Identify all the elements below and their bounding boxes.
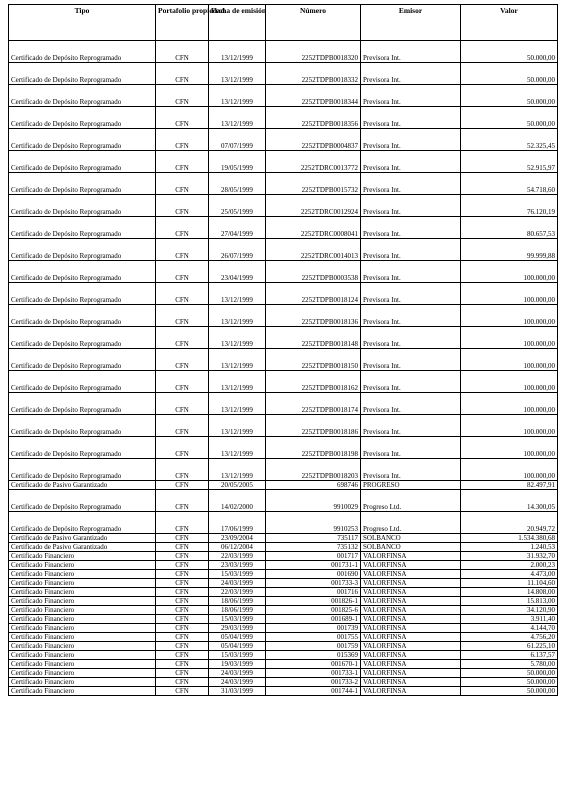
- cell-portafolio: CFN: [156, 41, 209, 63]
- table-row: [9, 415, 558, 437]
- cell-numero: 2252TDPB0018203: [266, 459, 361, 481]
- cell-emisor: Previsora Int.: [361, 437, 461, 459]
- cell-fecha: 07/07/1999: [209, 129, 266, 151]
- cell-portafolio: CFN: [156, 481, 209, 490]
- cell-emisor: VALORFINSA: [361, 606, 461, 615]
- cell-portafolio: CFN: [156, 678, 209, 687]
- cell-emisor: VALORFINSA: [361, 642, 461, 651]
- cell-emisor: Previsora Int.: [361, 459, 461, 481]
- cell-fecha: 15/03/1999: [209, 615, 266, 624]
- cell-emisor: Previsora Int.: [361, 107, 461, 129]
- cell-emisor: Previsora Int.: [361, 41, 461, 63]
- cell-portafolio: CFN: [156, 597, 209, 606]
- cell-numero: 015369: [266, 651, 361, 660]
- cell-numero: 001731-1: [266, 561, 361, 570]
- cell-tipo: Certificado Financiero: [9, 633, 156, 642]
- cell-emisor: SOLBANCO: [361, 543, 461, 552]
- table-row: [9, 660, 558, 669]
- table-row: [9, 107, 558, 129]
- cell-numero: 9910253: [266, 512, 361, 534]
- cell-portafolio: CFN: [156, 669, 209, 678]
- cell-portafolio: CFN: [156, 415, 209, 437]
- table-row: [9, 651, 558, 660]
- cell-portafolio: CFN: [156, 543, 209, 552]
- cell-fecha: 24/03/1999: [209, 579, 266, 588]
- cell-fecha: 24/03/1999: [209, 678, 266, 687]
- cell-fecha: 13/12/1999: [209, 371, 266, 393]
- cell-fecha: 06/12/2004: [209, 543, 266, 552]
- table-row: [9, 543, 558, 552]
- cell-fecha: 14/02/2000: [209, 490, 266, 512]
- cell-tipo: Certificado Financiero: [9, 552, 156, 561]
- table-row: [9, 534, 558, 543]
- cell-fecha: 18/06/1999: [209, 606, 266, 615]
- cell-emisor: Previsora Int.: [361, 217, 461, 239]
- table-row: [9, 481, 558, 490]
- cell-numero: 2252TDPB0003538: [266, 261, 361, 283]
- cell-fecha: 05/04/1999: [209, 642, 266, 651]
- cell-tipo: Certificado de Depósito Reprogramado: [9, 490, 156, 512]
- cell-tipo: Certificado Financiero: [9, 588, 156, 597]
- header-fecha: Fecha de emisión: [209, 5, 266, 41]
- header-emisor: Emisor: [361, 5, 461, 41]
- cell-numero: 001759: [266, 642, 361, 651]
- cell-numero: 2252TDPB0018148: [266, 327, 361, 349]
- cell-emisor: Previsora Int.: [361, 173, 461, 195]
- cell-emisor: Previsora Int.: [361, 195, 461, 217]
- cell-numero: 2252TDPB0018124: [266, 283, 361, 305]
- table-row: [9, 327, 558, 349]
- cell-emisor: Previsora Int.: [361, 129, 461, 151]
- cell-emisor: VALORFINSA: [361, 579, 461, 588]
- cell-portafolio: CFN: [156, 261, 209, 283]
- table-row: [9, 615, 558, 624]
- cell-numero: 2252TDPB0018320: [266, 41, 361, 63]
- cell-tipo: Certificado de Depósito Reprogramado: [9, 107, 156, 129]
- cell-tipo: Certificado Financiero: [9, 624, 156, 633]
- cell-valor: 52.325,45: [461, 129, 558, 151]
- cell-valor: 80.657,53: [461, 217, 558, 239]
- cell-valor: 11.104,60: [461, 579, 558, 588]
- cell-emisor: Previsora Int.: [361, 85, 461, 107]
- table-row: [9, 687, 558, 696]
- table-row: [9, 41, 558, 63]
- cell-valor: 34.120,90: [461, 606, 558, 615]
- cell-portafolio: CFN: [156, 371, 209, 393]
- cell-fecha: 17/06/1999: [209, 512, 266, 534]
- cell-valor: 5.780,00: [461, 660, 558, 669]
- cell-valor: 54.718,60: [461, 173, 558, 195]
- cell-tipo: Certificado de Depósito Reprogramado: [9, 239, 156, 261]
- cell-portafolio: CFN: [156, 534, 209, 543]
- table-row: [9, 129, 558, 151]
- cell-emisor: Previsora Int.: [361, 305, 461, 327]
- cell-portafolio: CFN: [156, 151, 209, 173]
- cell-numero: 001733-2: [266, 678, 361, 687]
- cell-numero: 735132: [266, 543, 361, 552]
- table-row: [9, 85, 558, 107]
- cell-numero: 001689-1: [266, 615, 361, 624]
- cell-fecha: 22/03/1999: [209, 552, 266, 561]
- cell-fecha: 13/12/1999: [209, 459, 266, 481]
- cell-portafolio: CFN: [156, 615, 209, 624]
- cell-emisor: Previsora Int.: [361, 261, 461, 283]
- cell-tipo: Certificado de Depósito Reprogramado: [9, 261, 156, 283]
- cell-fecha: 13/12/1999: [209, 349, 266, 371]
- cell-portafolio: CFN: [156, 107, 209, 129]
- cell-emisor: Progreso Ltd.: [361, 490, 461, 512]
- cell-valor: 100.000,00: [461, 393, 558, 415]
- table-row: [9, 261, 558, 283]
- cell-fecha: 23/09/2004: [209, 534, 266, 543]
- cell-portafolio: CFN: [156, 305, 209, 327]
- cell-tipo: Certificado de Depósito Reprogramado: [9, 195, 156, 217]
- table-row: [9, 579, 558, 588]
- cell-fecha: 13/12/1999: [209, 415, 266, 437]
- cell-numero: 2252TDPB0018344: [266, 85, 361, 107]
- cell-tipo: Certificado Financiero: [9, 570, 156, 579]
- cell-emisor: VALORFINSA: [361, 660, 461, 669]
- cell-fecha: 13/12/1999: [209, 107, 266, 129]
- cell-portafolio: CFN: [156, 588, 209, 597]
- cell-numero: 2252TDPB0004837: [266, 129, 361, 151]
- cell-portafolio: CFN: [156, 173, 209, 195]
- table-row: [9, 437, 558, 459]
- cell-emisor: VALORFINSA: [361, 588, 461, 597]
- cell-emisor: VALORFINSA: [361, 669, 461, 678]
- cell-fecha: 26/07/1999: [209, 239, 266, 261]
- table-row: [9, 490, 558, 512]
- cell-valor: 14.300,05: [461, 490, 558, 512]
- cell-tipo: Certificado Financiero: [9, 579, 156, 588]
- cell-numero: 001825-6: [266, 606, 361, 615]
- cell-portafolio: CFN: [156, 633, 209, 642]
- cell-portafolio: CFN: [156, 606, 209, 615]
- cell-numero: 001826-1: [266, 597, 361, 606]
- cell-fecha: 25/05/1999: [209, 195, 266, 217]
- cell-valor: 50.000,00: [461, 63, 558, 85]
- cell-emisor: VALORFINSA: [361, 597, 461, 606]
- cell-valor: 76.120,19: [461, 195, 558, 217]
- cell-valor: 4.473,00: [461, 570, 558, 579]
- cell-valor: 6.137,57: [461, 651, 558, 660]
- cell-portafolio: CFN: [156, 393, 209, 415]
- cell-numero: 2252TDPB0018356: [266, 107, 361, 129]
- table-row: [9, 217, 558, 239]
- cell-emisor: VALORFINSA: [361, 552, 461, 561]
- cell-valor: 100.000,00: [461, 371, 558, 393]
- cell-numero: 2252TDPB0018186: [266, 415, 361, 437]
- cell-numero: 001690: [266, 570, 361, 579]
- cell-tipo: Certificado Financiero: [9, 660, 156, 669]
- cell-numero: 001744-1: [266, 687, 361, 696]
- cell-valor: 100.000,00: [461, 283, 558, 305]
- cell-valor: 100.000,00: [461, 261, 558, 283]
- cell-valor: 4.756,20: [461, 633, 558, 642]
- cell-fecha: 29/03/1999: [209, 624, 266, 633]
- cell-emisor: Previsora Int.: [361, 63, 461, 85]
- cell-emisor: VALORFINSA: [361, 633, 461, 642]
- table-row: [9, 561, 558, 570]
- cell-numero: 2252TDRC0014013: [266, 239, 361, 261]
- cell-tipo: Certificado de Depósito Reprogramado: [9, 173, 156, 195]
- cell-portafolio: CFN: [156, 570, 209, 579]
- header-portafolio: Portafolio propiedad: [156, 5, 209, 41]
- cell-numero: 735117: [266, 534, 361, 543]
- cell-fecha: 13/12/1999: [209, 283, 266, 305]
- cell-valor: 50.000,00: [461, 107, 558, 129]
- cell-valor: 99.999,88: [461, 239, 558, 261]
- securities-table: [8, 4, 558, 696]
- cell-tipo: Certificado Financiero: [9, 678, 156, 687]
- cell-fecha: 31/03/1999: [209, 687, 266, 696]
- table-body: [9, 41, 558, 696]
- cell-numero: 001670-1: [266, 660, 361, 669]
- cell-tipo: Certificado de Depósito Reprogramado: [9, 41, 156, 63]
- cell-emisor: PROGRESO: [361, 481, 461, 490]
- cell-fecha: 24/03/1999: [209, 669, 266, 678]
- cell-numero: 2252TDRC0008041: [266, 217, 361, 239]
- cell-tipo: Certificado de Depósito Reprogramado: [9, 459, 156, 481]
- cell-valor: 50.000,00: [461, 687, 558, 696]
- cell-tipo: Certificado de Depósito Reprogramado: [9, 393, 156, 415]
- cell-valor: 15.813,00: [461, 597, 558, 606]
- cell-emisor: Previsora Int.: [361, 349, 461, 371]
- cell-numero: 2252TDPB0018174: [266, 393, 361, 415]
- cell-numero: 001755: [266, 633, 361, 642]
- cell-fecha: 20/05/2005: [209, 481, 266, 490]
- cell-fecha: 13/12/1999: [209, 63, 266, 85]
- document-page: [8, 4, 557, 696]
- cell-fecha: 23/04/1999: [209, 261, 266, 283]
- table-row: [9, 305, 558, 327]
- cell-emisor: VALORFINSA: [361, 651, 461, 660]
- cell-emisor: Previsora Int.: [361, 327, 461, 349]
- cell-portafolio: CFN: [156, 490, 209, 512]
- cell-valor: 50.000,00: [461, 41, 558, 63]
- cell-numero: 2252TDPB0018198: [266, 437, 361, 459]
- cell-tipo: Certificado Financiero: [9, 597, 156, 606]
- table-row: [9, 624, 558, 633]
- cell-portafolio: CFN: [156, 195, 209, 217]
- cell-valor: 82.497,91: [461, 481, 558, 490]
- cell-emisor: Previsora Int.: [361, 151, 461, 173]
- cell-emisor: VALORFINSA: [361, 615, 461, 624]
- cell-valor: 100.000,00: [461, 459, 558, 481]
- cell-emisor: Previsora Int.: [361, 393, 461, 415]
- cell-fecha: 28/05/1999: [209, 173, 266, 195]
- cell-fecha: 13/12/1999: [209, 327, 266, 349]
- cell-numero: 001733-1: [266, 669, 361, 678]
- cell-emisor: Previsora Int.: [361, 415, 461, 437]
- table-row: [9, 283, 558, 305]
- cell-valor: 1.534.380,68: [461, 534, 558, 543]
- cell-tipo: Certificado de Depósito Reprogramado: [9, 283, 156, 305]
- cell-portafolio: CFN: [156, 85, 209, 107]
- cell-tipo: Certificado Financiero: [9, 651, 156, 660]
- cell-portafolio: CFN: [156, 660, 209, 669]
- cell-numero: 2252TDPB0018332: [266, 63, 361, 85]
- cell-numero: 001739: [266, 624, 361, 633]
- table-row: [9, 642, 558, 651]
- cell-fecha: 13/12/1999: [209, 85, 266, 107]
- cell-portafolio: CFN: [156, 129, 209, 151]
- cell-emisor: Previsora Int.: [361, 239, 461, 261]
- cell-tipo: Certificado Financiero: [9, 615, 156, 624]
- cell-tipo: Certificado Financiero: [9, 606, 156, 615]
- table-row: [9, 349, 558, 371]
- cell-valor: 14.808,00: [461, 588, 558, 597]
- cell-valor: 1.240,53: [461, 543, 558, 552]
- cell-numero: 9910029: [266, 490, 361, 512]
- cell-numero: 2252TDPB0018162: [266, 371, 361, 393]
- cell-valor: 31.932,70: [461, 552, 558, 561]
- table-row: [9, 393, 558, 415]
- table-row: [9, 552, 558, 561]
- cell-portafolio: CFN: [156, 651, 209, 660]
- cell-valor: 50.000,00: [461, 85, 558, 107]
- cell-tipo: Certificado de Depósito Reprogramado: [9, 305, 156, 327]
- cell-valor: 2.000,23: [461, 561, 558, 570]
- table-row: [9, 669, 558, 678]
- header-valor: Valor: [461, 5, 558, 41]
- cell-fecha: 05/04/1999: [209, 633, 266, 642]
- cell-emisor: VALORFINSA: [361, 687, 461, 696]
- cell-tipo: Certificado de Pasivo Garantizado: [9, 543, 156, 552]
- cell-numero: 001717: [266, 552, 361, 561]
- header-row: [9, 5, 558, 41]
- table-row: [9, 459, 558, 481]
- cell-numero: 2252TDPB0015732: [266, 173, 361, 195]
- cell-numero: 2252TDRC0013772: [266, 151, 361, 173]
- cell-valor: 100.000,00: [461, 305, 558, 327]
- cell-fecha: 13/12/1999: [209, 41, 266, 63]
- cell-valor: 100.000,00: [461, 437, 558, 459]
- cell-tipo: Certificado Financiero: [9, 669, 156, 678]
- cell-tipo: Certificado Financiero: [9, 687, 156, 696]
- cell-portafolio: CFN: [156, 217, 209, 239]
- cell-valor: 3.911,40: [461, 615, 558, 624]
- cell-fecha: 13/12/1999: [209, 305, 266, 327]
- cell-valor: 50.000,00: [461, 678, 558, 687]
- table-row: [9, 371, 558, 393]
- cell-numero: 001733-3: [266, 579, 361, 588]
- cell-portafolio: CFN: [156, 512, 209, 534]
- cell-valor: 100.000,00: [461, 327, 558, 349]
- cell-portafolio: CFN: [156, 437, 209, 459]
- cell-fecha: 13/12/1999: [209, 393, 266, 415]
- table-row: [9, 63, 558, 85]
- cell-portafolio: CFN: [156, 327, 209, 349]
- table-row: [9, 588, 558, 597]
- header-numero: Número: [266, 5, 361, 41]
- header-tipo: Tipo: [9, 5, 156, 41]
- cell-valor: 4.144,70: [461, 624, 558, 633]
- cell-portafolio: CFN: [156, 642, 209, 651]
- table-row: [9, 597, 558, 606]
- table-row: [9, 151, 558, 173]
- cell-numero: 2252TDPB0018150: [266, 349, 361, 371]
- cell-numero: 001716: [266, 588, 361, 597]
- cell-tipo: Certificado de Depósito Reprogramado: [9, 327, 156, 349]
- cell-valor: 61.225,10: [461, 642, 558, 651]
- cell-valor: 100.000,00: [461, 415, 558, 437]
- table-row: [9, 678, 558, 687]
- cell-tipo: Certificado de Depósito Reprogramado: [9, 349, 156, 371]
- table-row: [9, 195, 558, 217]
- cell-emisor: VALORFINSA: [361, 570, 461, 579]
- cell-valor: 50.000,00: [461, 669, 558, 678]
- cell-tipo: Certificado de Depósito Reprogramado: [9, 129, 156, 151]
- cell-fecha: 18/06/1999: [209, 597, 266, 606]
- cell-portafolio: CFN: [156, 561, 209, 570]
- table-row: [9, 173, 558, 195]
- cell-numero: 2252TDPB0018136: [266, 305, 361, 327]
- cell-portafolio: CFN: [156, 63, 209, 85]
- table-row: [9, 512, 558, 534]
- table-row: [9, 633, 558, 642]
- cell-valor: 52.915,97: [461, 151, 558, 173]
- cell-tipo: Certificado de Pasivo Garantizado: [9, 481, 156, 490]
- cell-portafolio: CFN: [156, 624, 209, 633]
- cell-numero: 2252TDRC0012924: [266, 195, 361, 217]
- cell-portafolio: CFN: [156, 552, 209, 561]
- cell-portafolio: CFN: [156, 239, 209, 261]
- cell-fecha: 22/03/1999: [209, 588, 266, 597]
- cell-emisor: VALORFINSA: [361, 678, 461, 687]
- cell-tipo: Certificado de Pasivo Garantizado: [9, 534, 156, 543]
- cell-fecha: 23/03/1999: [209, 561, 266, 570]
- cell-portafolio: CFN: [156, 283, 209, 305]
- cell-portafolio: CFN: [156, 459, 209, 481]
- cell-tipo: Certificado de Depósito Reprogramado: [9, 512, 156, 534]
- cell-tipo: Certificado de Depósito Reprogramado: [9, 151, 156, 173]
- cell-valor: 100.000,00: [461, 349, 558, 371]
- cell-fecha: 13/12/1999: [209, 437, 266, 459]
- cell-emisor: Progreso Ltd.: [361, 512, 461, 534]
- cell-emisor: SOLBANCO: [361, 534, 461, 543]
- cell-tipo: Certificado de Depósito Reprogramado: [9, 63, 156, 85]
- cell-tipo: Certificado de Depósito Reprogramado: [9, 437, 156, 459]
- cell-portafolio: CFN: [156, 579, 209, 588]
- cell-tipo: Certificado de Depósito Reprogramado: [9, 371, 156, 393]
- cell-fecha: 27/04/1999: [209, 217, 266, 239]
- cell-emisor: Previsora Int.: [361, 371, 461, 393]
- cell-fecha: 19/05/1999: [209, 151, 266, 173]
- cell-fecha: 19/03/1999: [209, 660, 266, 669]
- cell-emisor: VALORFINSA: [361, 624, 461, 633]
- cell-valor: 20.949,72: [461, 512, 558, 534]
- cell-tipo: Certificado Financiero: [9, 561, 156, 570]
- cell-emisor: VALORFINSA: [361, 561, 461, 570]
- table-row: [9, 606, 558, 615]
- table-row: [9, 570, 558, 579]
- cell-portafolio: CFN: [156, 349, 209, 371]
- cell-tipo: Certificado Financiero: [9, 642, 156, 651]
- cell-tipo: Certificado de Depósito Reprogramado: [9, 415, 156, 437]
- cell-fecha: 15/03/1999: [209, 651, 266, 660]
- cell-tipo: Certificado de Depósito Reprogramado: [9, 217, 156, 239]
- cell-tipo: Certificado de Depósito Reprogramado: [9, 85, 156, 107]
- cell-emisor: Previsora Int.: [361, 283, 461, 305]
- cell-numero: 698746: [266, 481, 361, 490]
- cell-fecha: 15/03/1999: [209, 570, 266, 579]
- table-row: [9, 239, 558, 261]
- cell-portafolio: CFN: [156, 687, 209, 696]
